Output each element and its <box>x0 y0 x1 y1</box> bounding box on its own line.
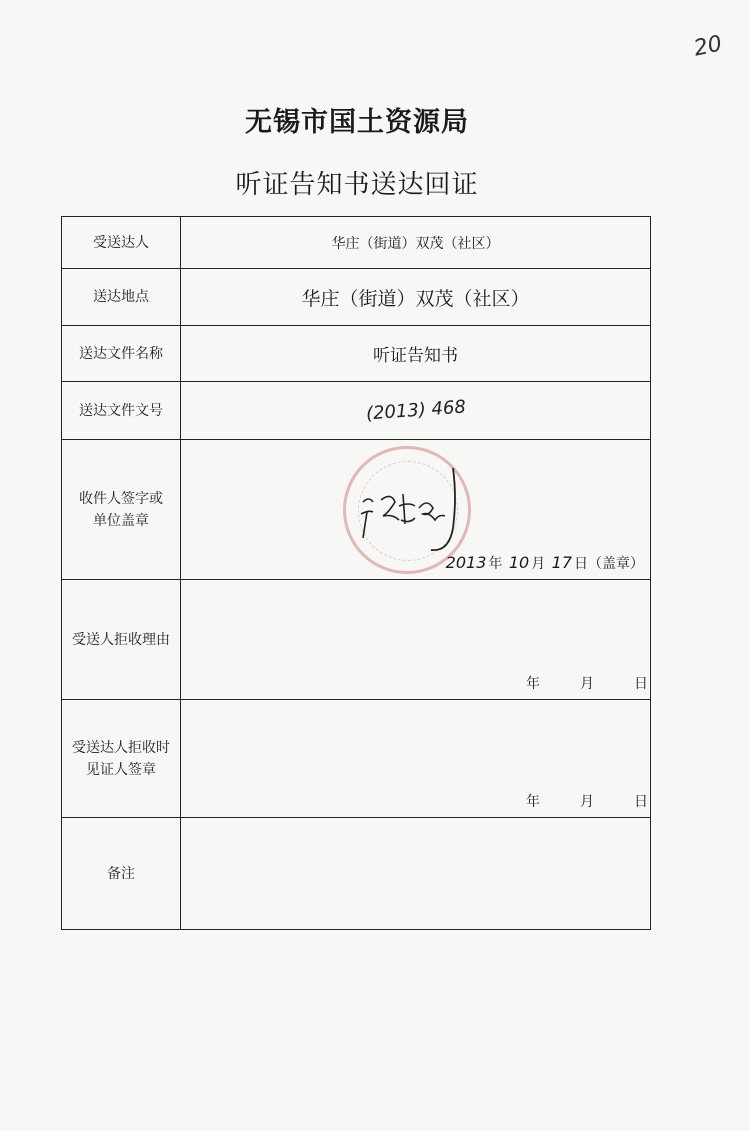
refusal-witness-label-line1: 受送达人拒收时 <box>72 739 170 756</box>
row-remarks <box>62 818 651 930</box>
signature-label <box>62 440 181 580</box>
org-title: 无锡市国土资源局 <box>245 107 469 138</box>
location-value: 华庄（街道）双茂（社区） <box>181 269 651 326</box>
signature-day-unit: 日 <box>574 556 588 572</box>
seal-note: （盖章） <box>588 556 644 572</box>
remarks-label: 备注 <box>62 818 181 930</box>
recipient-label: 受送达人 <box>62 217 181 269</box>
row-refusal-reason <box>62 580 651 700</box>
refusal-witness-day-unit: 日 <box>634 794 648 810</box>
refusal-reason-cell <box>181 580 651 700</box>
signature-month-unit: 月 <box>531 556 546 572</box>
delivery-receipt-form <box>61 216 651 930</box>
refusal-witness-month-unit: 月 <box>580 794 594 810</box>
signature-day: 17 <box>551 553 572 572</box>
row-signature <box>62 440 651 580</box>
signature-year: 2013 <box>445 553 487 572</box>
refusal-witness-label-line2: 见证人签章 <box>86 761 156 778</box>
refusal-reason-month-unit: 月 <box>580 676 594 692</box>
doc-number-label: 送达文件文号 <box>62 382 181 440</box>
refusal-reason-date <box>526 673 648 693</box>
row-doc-name <box>62 326 651 382</box>
signature-label-line2: 单位盖章 <box>93 512 149 529</box>
doc-name-label: 送达文件名称 <box>62 326 181 382</box>
handwritten-signature <box>349 462 489 558</box>
signature-year-unit: 年 <box>488 556 503 572</box>
refusal-reason-year-unit: 年 <box>526 676 540 692</box>
signature-date <box>444 553 644 573</box>
refusal-witness-label <box>62 700 181 818</box>
doc-number-cell <box>181 382 651 440</box>
refusal-reason-day-unit: 日 <box>634 676 648 692</box>
remarks-value <box>181 818 651 930</box>
row-refusal-witness <box>62 700 651 818</box>
refusal-witness-year-unit: 年 <box>526 794 540 810</box>
refusal-witness-date <box>526 791 648 811</box>
signature-label-line1: 收件人签字或 <box>79 490 163 507</box>
signature-cell <box>181 440 651 580</box>
row-recipient <box>62 217 651 269</box>
location-label: 送达地点 <box>62 269 181 326</box>
signature-month: 10 <box>508 553 530 572</box>
document-title: 听证告知书送达回证 <box>235 170 479 200</box>
refusal-witness-cell <box>181 700 651 818</box>
recipient-value: 华庄（街道）双茂（社区） <box>181 217 651 269</box>
doc-name-value: 听证告知书 <box>181 326 651 382</box>
page-number: 20 <box>691 31 725 62</box>
row-doc-number <box>62 382 651 440</box>
doc-number-value: (2013) 468 <box>364 396 467 425</box>
refusal-reason-label: 受送人拒收理由 <box>62 580 181 700</box>
row-location <box>62 269 651 326</box>
